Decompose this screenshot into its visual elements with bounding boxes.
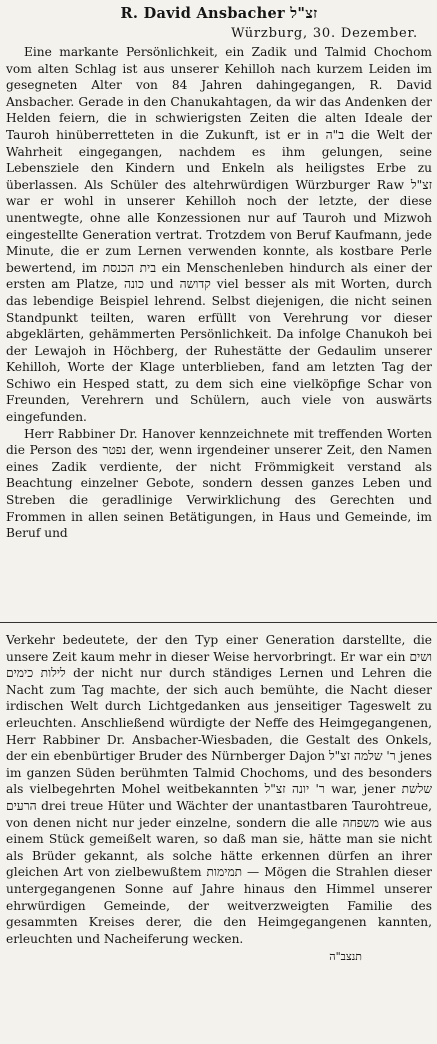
article-title: R. David Ansbacher זצ"ל — [120, 5, 318, 22]
paragraph-3: Verkehr bedeutete, der den Typ einer Generation darstellte, die unsere Zeit kaum mehr in dieser Weise hervorbringt. Er war ein ושים לילות כימים der nicht nur durch ständiges Lernen und Lehren die Nacht zum Tag machte, der sich auch bemühte, die Nacht dieser irdischen Welt durch Lichtgedanken aus jenseitiger Tageswelt zu erleuchten. Anschließend würdigte der Neffe des Heimgegangenen, Herr Rabbiner Dr. Ansbacher-Wiesbaden, die Gestalt des Onkels, der ein ebenbürtiger Bruder des Nürnberger Dajon ר' שלמה זצ"ל jenes im ganzen Süden berühmten Talmid Chochoms, und des besonders als vielbegehrten Mohel weitbekannten ר' יונה זצ"ל war, jener שלשת הרעים drei treue Hüter und Wächter der unantastbaren Taurohtreue, von denen nicht nur jeder einzelne, sondern die alle משפחה wie aus einem Stück gemeißelt waren, so daß man sie, hätte man sie nicht als Brüder gekannt, als solche hätte erkennen dürfen an ihrer gleichen Art von zielbewußtem תמימות — Mögen die Strahlen dieser untergegangenen Sonne auf Jahre hinaus den Himmel unserer ehrwürdigen Gemeinde, der weitverzweigten Familie des gesammten Kreises derer, die den Heimgegangenen kannten, erleuchten und Nacheiferung wecken. — [6, 633, 433, 946]
article-column-top — [6, 44, 432, 542]
dateline: Würzburg, 30. Dezember. — [231, 26, 418, 41]
paragraph-1: Eine markante Persönlichkeit, ein Zadik und Talmid Chochom vom alten Schlag ist aus unserer Kehilloh nach kurzem Leiden im gesegneten Alter von 84 Jahren dahingegangen, R. David Ansbacher. Gerade in den Chanukahtagen, da wir das Andenken der Helden feiern, die in schwierigsten Zeiten die alten Ideale der Tauroh hinüberretteten in die Zukunft, ist er in ב"ה die Welt der Wahrheit eingegangen, nachdem es ihm gelungen, seine Lebensziele den Kindern und Enkeln als heiligstes Erbe zu überlassen. Als Schüler des altehrwürdigen Würzburger Raw זצ"ל war er wohl in unserer Kehilloh noch der letzte, der diese unentwegte, ohne alle Konzessionen nur auf Tauroh und Mizwoh eingestellte Generation vertrat. Trotzdem von Beruf Kaufmann, jede Minute, die er zum Lernen verwenden konnte, als kostbare Perle bewertend, im בית הכנסת ein Menschenleben hindurch als einer der ersten am Platze, כונה und קדושה viel besser als mit Worten, durch das lebendige Beispiel lehrend. Selbst diejenigen, die nicht seinen Standpunkt teilten, waren erfüllt von Verehrung vor dieser abgeklärten, gehämmerten Persönlichkeit. Da infolge Chanukoh bei der Lewajoh in Höchberg, der Ruhestätte der Gedaulim unserer Kehilloh, Worte der Klage unterblieben, fand am letzten Tag der Schiwo ein Hesped statt, zu dem sich eine vielköpfige Schar von Freunden, Verehrern und Schülern, auch viele von auswärts eingefunden. — [6, 45, 433, 425]
paragraph-2: Herr Rabbiner Dr. Hanover kennzeichnete mit treffenden Worten die Person des נפטר der, wenn irgendeiner unserer Zeit, den Namen eines Zadik verdiente, der nicht Frömmigkeit verstand als Beachtung einzelner Gebote, sondern dessen ganzes Leben und Streben die geradlinige Verwirklichung des Gerechten und Frommen in allen seinen Betätigungen, in Haus und Gemeinde, im Beruf und — [6, 426, 433, 541]
column-divider — [0, 622, 437, 623]
article-column-bottom — [6, 632, 432, 966]
signoff: תנצב"ה — [329, 950, 362, 964]
